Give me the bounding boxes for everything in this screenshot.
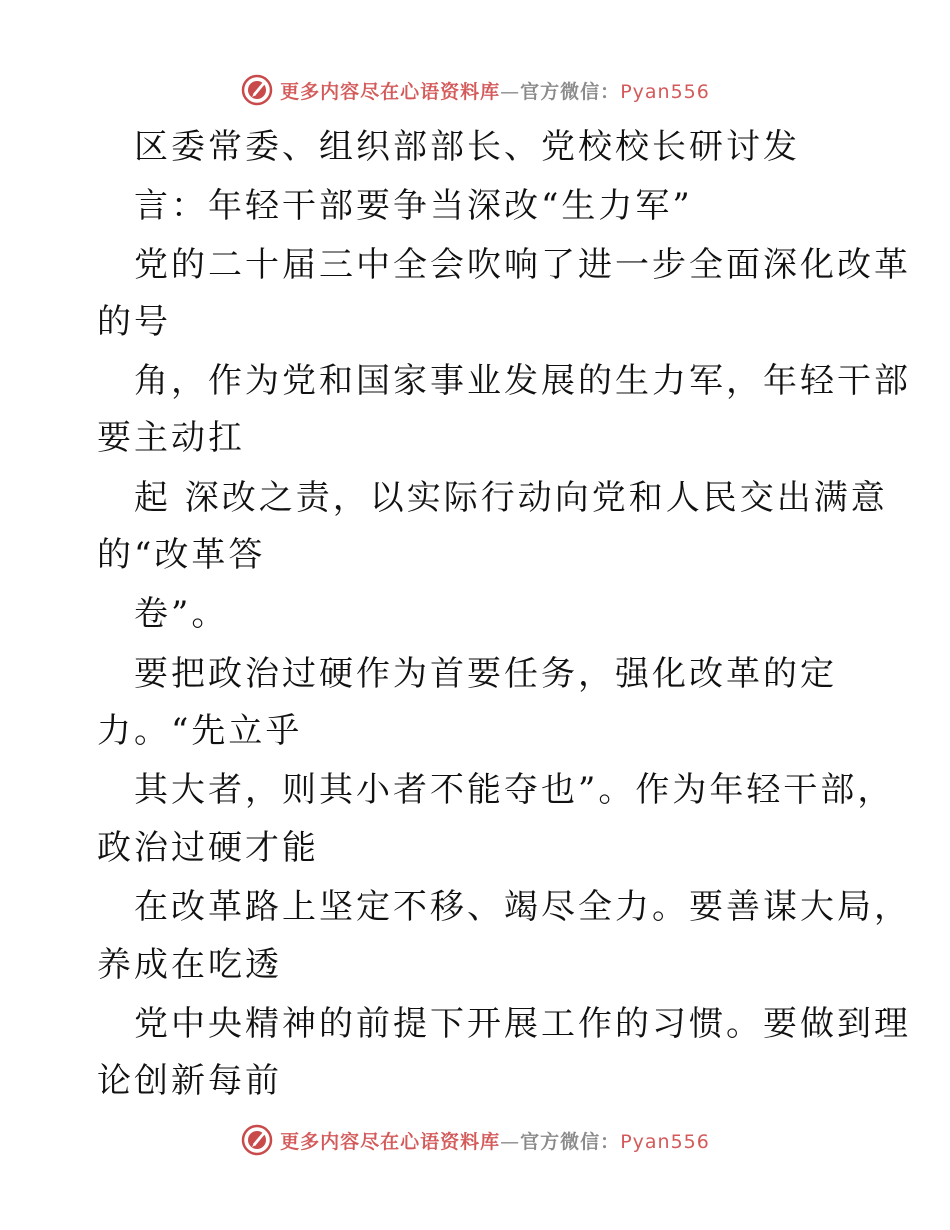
- header-wechat-id: Pyan556: [620, 80, 710, 103]
- footer-watermark: [0, 1120, 950, 1160]
- doc-line: 养成在吃透: [97, 945, 282, 985]
- footer-wechat-id: Pyan556: [620, 1130, 710, 1153]
- doc-line: 起 深改之责，以实际行动向党和人民交出满意: [134, 478, 888, 518]
- header-watermark: [0, 70, 950, 110]
- doc-line: 政治过硬才能: [97, 828, 319, 868]
- doc-line: 党中央精神的前提下开展工作的习惯。要做到理: [134, 1004, 911, 1044]
- doc-line: 区委常委、组织部部长、党校校长研讨发: [134, 127, 800, 167]
- doc-line: 力。“先立乎: [97, 711, 303, 751]
- quill-seal-icon: [240, 73, 274, 107]
- doc-line: 党的二十届三中全会吹响了进一步全面深化改革: [134, 245, 911, 285]
- footer-main-text: 更多内容尽在心语资料库: [280, 1130, 501, 1153]
- doc-line: 的号: [97, 302, 171, 342]
- doc-line: 论创新每前: [97, 1061, 282, 1101]
- header-wechat-label: 官方微信：: [520, 80, 621, 103]
- doc-line: 要主动扛: [97, 418, 245, 458]
- doc-line: 其大者，则其小者不能夺也”。作为年轻干部，: [134, 770, 895, 810]
- doc-line: 的“改革答: [97, 535, 266, 575]
- footer-separator: —: [500, 1130, 521, 1153]
- doc-line: 言：年轻干部要争当深改“生力军”: [134, 186, 693, 226]
- footer-wechat-label: 官方微信：: [520, 1130, 621, 1153]
- doc-line: 卷”。: [134, 594, 229, 634]
- doc-line: 在改革路上坚定不移、竭尽全力。要善谋大局，: [134, 887, 911, 927]
- header-separator: —: [500, 80, 521, 103]
- quill-seal-icon: [240, 1123, 274, 1157]
- header-main-text: 更多内容尽在心语资料库: [280, 80, 501, 103]
- doc-line: 要把政治过硬作为首要任务，强化改革的定: [134, 654, 837, 694]
- doc-line: 角，作为党和国家事业发展的生力军，年轻干部: [134, 361, 911, 401]
